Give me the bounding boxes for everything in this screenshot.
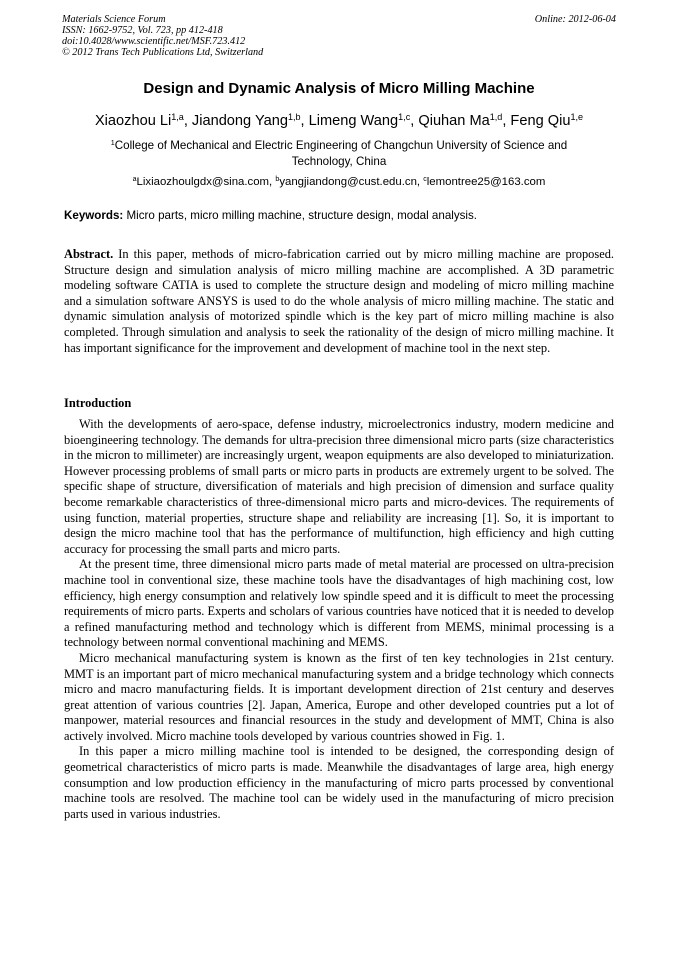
email-link[interactable]: Lixiaozhoulgdx@sina.com bbox=[136, 176, 270, 188]
section-heading-introduction: Introduction bbox=[64, 396, 132, 410]
email-link[interactable]: lemontree25@163.com bbox=[426, 176, 546, 188]
keywords-text: Micro parts, micro milling machine, structure design, modal analysis. bbox=[126, 209, 478, 222]
author-affiliation-mark: 1,c bbox=[398, 112, 411, 123]
author-name: Limeng Wang bbox=[308, 113, 399, 129]
author-name: Xiaozhou Li bbox=[94, 113, 172, 129]
keywords bbox=[64, 209, 616, 223]
abstract-label: Abstract. bbox=[64, 247, 114, 261]
body-paragraph: With the developments of aero-space, defense industry, microelectronics industry, modern medicine and bioengineering technology. The demands for ultra-precision three dimensional micro parts (size characteristics in the micron to millimeter) are increasingly urgent, weapon equipments are also developed to miniaturization. However processing problems of small parts or micro parts in products are extremely urgent to be solved. The specific shape of structure, diversification of materials and high precision of dimension and surface quality become remarkable characteristics of three-dimensional micro parts and micro-devices. The requirements of using function, material properties, structure shape and reliability are increasing [1]. So, it is important to design the micro machine tool that has the performance of multifunction, high efficiency and high cutting accuracy for processing the small parts and micro parts. bbox=[64, 417, 614, 556]
body-paragraph: Micro mechanical manufacturing system is known as the first of ten key technologies in 21st century. MMT is an important part of micro mechanical manufacturing system and a bridge technology which connects micro and macro manufacturing fields. It is important development direction of 21st century and deserves great attention of various countries [2]. Japan, America, Europe and other developed countries put a lot of manpower, material resources and financial resources in the study and development of MMT, China is also actively involved. Micro machine tools developed by various countries showed in Fig. 1. bbox=[64, 650, 614, 743]
journal-doi: doi:10.4028/www.scientific.net/MSF.723.412 bbox=[62, 36, 246, 47]
email-mark: b bbox=[275, 176, 280, 184]
author-name: Feng Qiu bbox=[510, 113, 571, 129]
email-mark: a bbox=[132, 176, 137, 184]
author-affiliation-mark: 1,d bbox=[489, 112, 503, 123]
affiliation bbox=[80, 138, 598, 169]
paper-title: Design and Dynamic Analysis of Micro Milling Machine bbox=[143, 80, 535, 97]
affiliation-mark: 1 bbox=[110, 138, 115, 148]
author-emails: $^a$Lixiaozhoulgdx@sina.com, $^b$yangjiandong@cust.edu.cn, $^c$lemontree25@163.com bbox=[132, 176, 546, 188]
author-affiliation-mark: 1,b bbox=[287, 112, 301, 123]
journal-name: Materials Science Forum bbox=[62, 14, 166, 25]
abstract bbox=[64, 247, 614, 356]
online-date: Online: 2012-06-04 bbox=[534, 14, 616, 25]
journal-issn: ISSN: 1662-9752, Vol. 723, pp 412-418 bbox=[62, 25, 223, 36]
author-list: Xiaozhou Li$^{1,a}$, Jiandong Yang$^{1,b}$, Limeng Wang$^{1,c}$, Qiuhan Ma$^{1,d}$, Feng Qiu$^{1,e}$ bbox=[94, 112, 584, 129]
email-link[interactable]: yangjiandong@cust.edu.cn bbox=[279, 176, 417, 188]
keywords-label: Keywords: bbox=[64, 209, 124, 222]
affiliation-text: College of Mechanical and Electric Engineering of Changchun University of Science and Technology, China bbox=[114, 139, 568, 168]
introduction-section bbox=[64, 417, 614, 822]
email-mark: c bbox=[423, 176, 427, 184]
body-paragraph: At the present time, three dimensional micro parts made of metal material are processed on ultra-precision machine tool in conventional size, these machine tools have the disadvantages of high machining cost, low efficiency, high energy consumption and relatively low spindle speed and it is difficult to meet the processing requirements of micro parts. Experts and scholars of various countries have noticed that it is needed to develop a refined manufacturing method and technology which is different from MEMS, minimal processing is a technology between normal conventional machining and MEMS. bbox=[64, 557, 614, 650]
author-affiliation-mark: 1,e bbox=[570, 112, 584, 123]
abstract-text: In this paper, methods of micro-fabrication carried out by micro milling machine are proposed. Structure design and simulation analysis of micro milling machine are accomplished. A 3D parametric modeling software CATIA is used to complete the structure design and modeling of micro milling machine and a simulation software ANSYS is used to do the whole analysis of micro milling machine. The static and dynamic simulation analysis of motorized spindle which is the key part of micro milling machine is also completed. Through simulation and analysis to seek the rationality of the design of micro milling machine. It has important significance for the improvement and development of machine tool in the next step. bbox=[64, 247, 614, 355]
journal-header bbox=[62, 14, 616, 58]
author-name: Qiuhan Ma bbox=[418, 113, 490, 129]
body-paragraph: In this paper a micro milling machine tool is intended to be designed, the corresponding design of geometrical characteristics of micro parts is made. Meanwhile the disadvantages of large area, high energy consumption and low production efficiency in the manufacturing of micro parts processed by conventional machine tools are resolved. The machine tool can be widely used in the manufacturing of micro precision parts used in various industries. bbox=[64, 744, 614, 821]
author-name: Jiandong Yang bbox=[191, 113, 288, 129]
journal-copyright: © 2012 Trans Tech Publications Ltd, Switzerland bbox=[62, 47, 264, 58]
author-affiliation-mark: 1,a bbox=[171, 112, 184, 123]
